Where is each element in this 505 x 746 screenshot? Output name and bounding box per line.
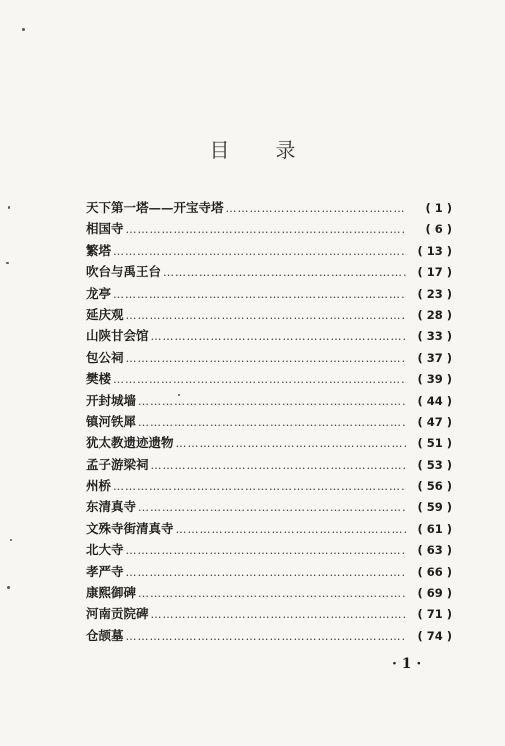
toc-entry-page: ( 74 ) <box>417 628 452 643</box>
leader-dots <box>138 412 406 433</box>
toc-entry-page: ( 59 ) <box>417 500 452 515</box>
toc-entry-title: 樊楼 <box>86 371 112 387</box>
toc-entry-page: ( 63 ) <box>417 543 452 558</box>
leader-dots <box>163 262 406 283</box>
scan-speck <box>8 206 10 209</box>
toc-entry <box>86 304 452 325</box>
toc-entry <box>86 603 452 624</box>
toc-entry <box>86 539 452 560</box>
toc-entry-title: 犹太教遗迹遗物 <box>86 435 174 451</box>
toc-entry-title: 吹台与禹王台 <box>86 264 162 280</box>
toc-entry-title: 康熙御碑 <box>86 585 137 601</box>
toc-entry-title: 仓颉墓 <box>86 627 124 643</box>
toc-entry-page: ( 33 ) <box>417 329 452 344</box>
toc-entry-page: ( 23 ) <box>417 286 452 301</box>
toc-entry-page: ( 66 ) <box>417 564 452 579</box>
toc-entry-title: 镇河铁犀 <box>86 413 137 429</box>
toc-entry <box>86 283 452 304</box>
toc-entry-page: ( 56 ) <box>417 479 452 494</box>
toc-entry-title: 文殊寺街清真寺 <box>86 520 174 536</box>
toc-entry <box>86 218 452 239</box>
toc-entry-title: 相国寺 <box>86 221 124 237</box>
toc-entry-title: 天下第一塔——开宝寺塔 <box>86 200 224 215</box>
leader-dots <box>176 433 406 454</box>
toc-entry-title: 延庆观 <box>86 306 124 322</box>
leader-dots <box>138 583 406 604</box>
toc-entry-page: ( 6 ) <box>425 222 452 237</box>
leader-dots <box>113 241 406 262</box>
leader-dots <box>151 455 406 476</box>
leader-dots <box>126 305 406 326</box>
toc-entry-page: ( 69 ) <box>417 586 452 601</box>
scan-speck <box>6 262 9 264</box>
toc-entry-page: ( 13 ) <box>417 243 452 258</box>
scan-speck <box>22 28 25 31</box>
scan-speck <box>178 394 180 396</box>
scan-speck <box>10 539 12 541</box>
toc-entry <box>86 432 452 453</box>
page-number: · 1 · <box>392 656 422 672</box>
toc-entry <box>86 454 452 475</box>
toc-entry-page: ( 51 ) <box>417 436 452 451</box>
toc-entry <box>86 411 452 432</box>
toc-entry-page: ( 44 ) <box>417 393 452 408</box>
leader-dots <box>126 562 406 583</box>
toc-entry-title: 龙亭 <box>86 285 112 301</box>
toc-entry-page: ( 37 ) <box>417 350 452 365</box>
toc-entry-title: 山陕甘会馆 <box>86 328 149 344</box>
leader-dots <box>126 540 406 561</box>
toc-entry-title: 孟子游梁祠 <box>86 456 149 472</box>
toc-entry <box>86 561 452 582</box>
toc-entry <box>86 625 452 646</box>
leader-dots <box>113 284 406 305</box>
toc-entry <box>86 325 452 346</box>
scan-speck <box>7 586 10 589</box>
toc-entry <box>86 240 452 261</box>
toc-entry <box>86 518 452 539</box>
page-title: 目录 <box>209 138 342 162</box>
toc-entry-title: 繁塔 <box>86 242 112 258</box>
leader-dots <box>138 497 406 518</box>
toc-entry <box>86 368 452 389</box>
toc-entry-page: ( 53 ) <box>417 457 452 472</box>
toc-entry-title: 孝严寺 <box>86 563 124 579</box>
leader-dots <box>126 626 406 647</box>
leader-dots <box>126 348 406 369</box>
leader-dots <box>176 519 406 540</box>
toc-entry-title: 东清真寺 <box>86 499 137 515</box>
toc-entry <box>86 475 452 496</box>
toc-entry-page: ( 1 ) <box>425 201 452 215</box>
toc-entry <box>86 496 452 517</box>
toc-entry-page: ( 39 ) <box>417 372 452 387</box>
toc-entry <box>86 197 452 218</box>
leader-dots <box>151 326 406 347</box>
table-of-contents <box>86 197 452 646</box>
toc-entry-title: 包公祠 <box>86 349 124 365</box>
leader-dots <box>113 476 406 497</box>
toc-entry-title: 州桥 <box>86 478 112 494</box>
leader-dots <box>151 604 406 625</box>
toc-entry-page: ( 17 ) <box>417 265 452 280</box>
toc-entry-page: ( 71 ) <box>417 607 452 622</box>
toc-entry <box>86 261 452 282</box>
toc-entry-title: 北大寺 <box>86 542 124 558</box>
toc-entry-page: ( 47 ) <box>417 414 452 429</box>
toc-entry <box>86 347 452 368</box>
leader-dots <box>226 198 406 219</box>
toc-entry <box>86 390 452 411</box>
toc-entry-page: ( 28 ) <box>417 307 452 322</box>
toc-entry-page: ( 61 ) <box>417 521 452 536</box>
toc-entry-title: 河南贡院碑 <box>86 606 149 622</box>
toc-entry-title: 开封城墙 <box>86 392 137 408</box>
toc-entry <box>86 582 452 603</box>
leader-dots <box>113 369 406 390</box>
leader-dots <box>126 219 406 240</box>
